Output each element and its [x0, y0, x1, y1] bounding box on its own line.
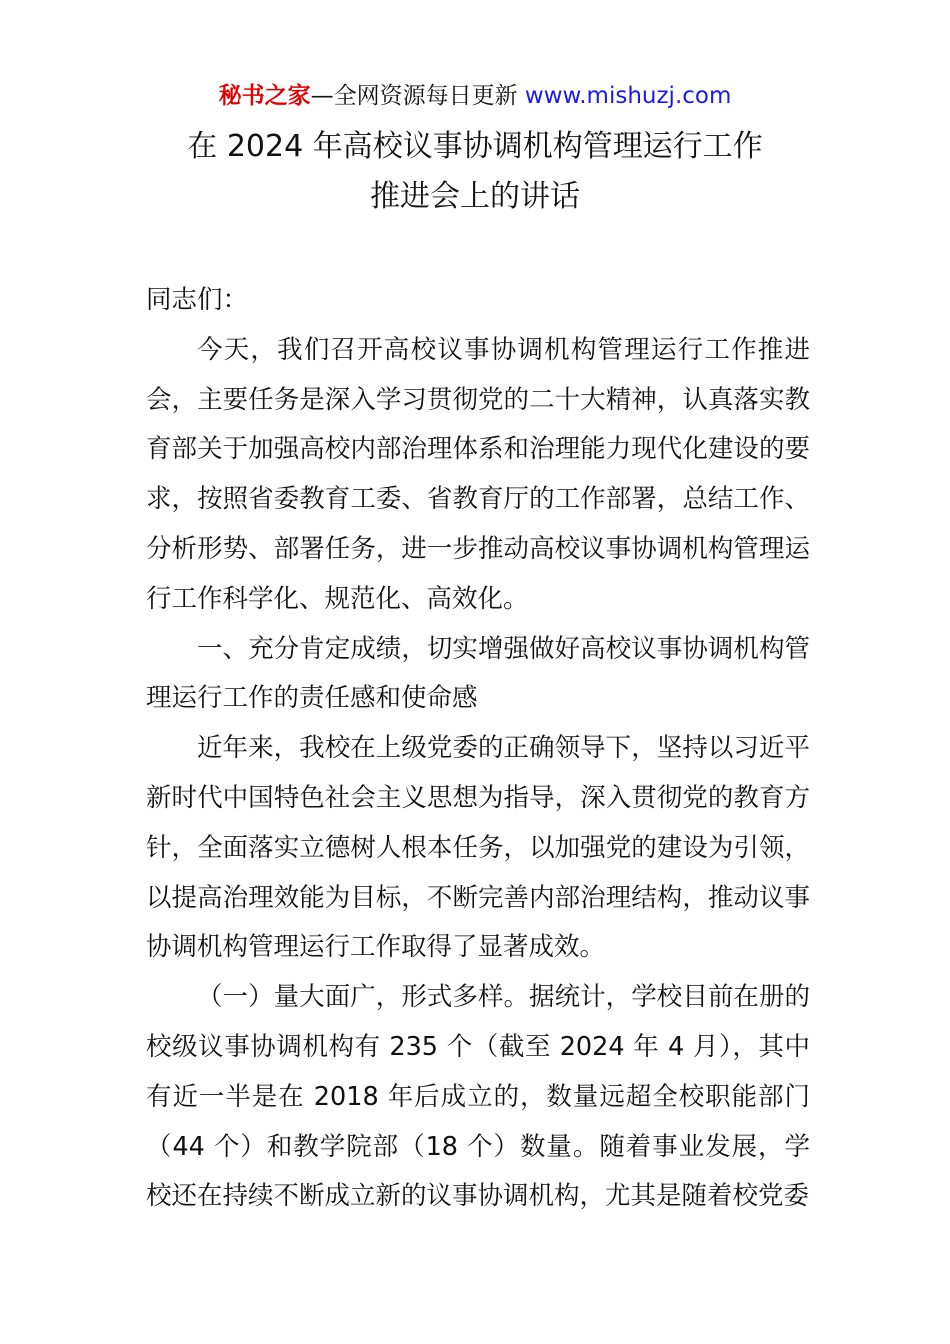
body-paragraph: （一）量大面广，形式多样。据统计，学校目前在册的校级议事协调机构有 235 个（截至 2024 年 4 月），其中有近一半是在 2018 年后成立的，数量远超全校职能部门（44 个）和教学院部（18 个）数量。随着事业发展，学校还在持续不断成立新的议事协调机构，尤其是随着校党委: [146, 982, 810, 1212]
document-title-line-1: 在 2024 年高校议事协调机构管理运行工作: [187, 129, 763, 164]
brand-name: 秘书之家: [218, 83, 311, 109]
salutation: 同志们：: [146, 285, 249, 315]
document-title-line-2: 推进会上的讲话: [370, 179, 580, 214]
header-tagline: —全网资源每日更新: [310, 83, 518, 109]
site-url[interactable]: www.mishuzj.com: [524, 83, 732, 109]
section-heading: 一、充分肯定成绩，切实增强做好高校议事协调机构管理运行工作的责任感和使命感: [146, 633, 810, 714]
body-paragraph: 近年来，我校在上级党委的正确领导下，坚持以习近平新时代中国特色社会主义思想为指导，深入贯彻党的教育方针，全面落实立德树人根本任务，以加强党的建设为引领，以提高治理效能为目标，不断完善内部治理结构，推动议事协调机构管理运行工作取得了显著成效。: [146, 733, 810, 963]
document-body: [146, 276, 810, 1222]
site-header: [0, 80, 950, 112]
body-paragraph: 今天，我们召开高校议事协调机构管理运行工作推进会，主要任务是深入学习贯彻党的二十大精神，认真落实教育部关于加强高校内部治理体系和治理能力现代化建设的要求，按照省委教育工委、省教育厅的工作部署，总结工作、分析形势、部署任务，进一步推动高校议事协调机构管理运行工作科学化、规范化、高效化。: [146, 334, 810, 614]
